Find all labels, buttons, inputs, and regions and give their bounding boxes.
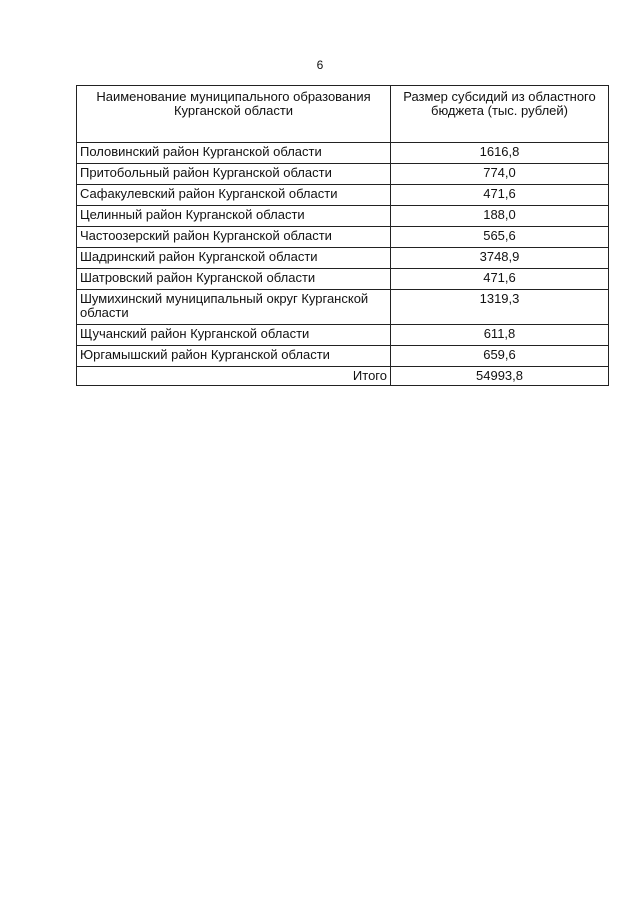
subsidy-amount: 565,6 xyxy=(391,227,609,248)
municipality-name: Половинский район Курганской области xyxy=(77,143,391,164)
subsidy-table xyxy=(76,85,609,386)
subsidy-amount: 471,6 xyxy=(391,269,609,290)
table-row xyxy=(77,325,609,346)
subsidy-amount: 471,6 xyxy=(391,185,609,206)
municipality-name: Частоозерский район Курганской области xyxy=(77,227,391,248)
page-number: 6 xyxy=(316,58,324,72)
column-header-subsidy-amount: Размер субсидий из областного бюджета (тыс. рублей) xyxy=(391,86,609,143)
table-row xyxy=(77,248,609,269)
table-row xyxy=(77,185,609,206)
column-header-municipality: Наименование муниципального образования Курганской области xyxy=(77,86,391,143)
municipality-name: Целинный район Курганской области xyxy=(77,206,391,227)
table-row xyxy=(77,290,609,325)
municipality-name: Шумихинский муниципальный округ Курганской области xyxy=(77,290,391,325)
subsidy-amount: 659,6 xyxy=(391,346,609,367)
municipality-name: Сафакулевский район Курганской области xyxy=(77,185,391,206)
table-row xyxy=(77,269,609,290)
subsidy-amount: 611,8 xyxy=(391,325,609,346)
table-row xyxy=(77,143,609,164)
table-row xyxy=(77,164,609,185)
municipality-name: Притобольный район Курганской области xyxy=(77,164,391,185)
total-amount: 54993,8 xyxy=(391,367,609,386)
table-row xyxy=(77,227,609,248)
subsidy-amount: 1319,3 xyxy=(391,290,609,325)
table-header-row xyxy=(77,86,609,143)
municipality-name: Щучанский район Курганской области xyxy=(77,325,391,346)
municipality-name: Шатровский район Курганской области xyxy=(77,269,391,290)
table-row xyxy=(77,206,609,227)
total-label: Итого xyxy=(77,367,391,386)
subsidy-amount: 1616,8 xyxy=(391,143,609,164)
municipality-name: Юргамышский район Курганской области xyxy=(77,346,391,367)
subsidy-amount: 3748,9 xyxy=(391,248,609,269)
municipality-name: Шадринский район Курганской области xyxy=(77,248,391,269)
table-row xyxy=(77,346,609,367)
total-row xyxy=(77,367,609,386)
subsidy-amount: 188,0 xyxy=(391,206,609,227)
subsidy-amount: 774,0 xyxy=(391,164,609,185)
